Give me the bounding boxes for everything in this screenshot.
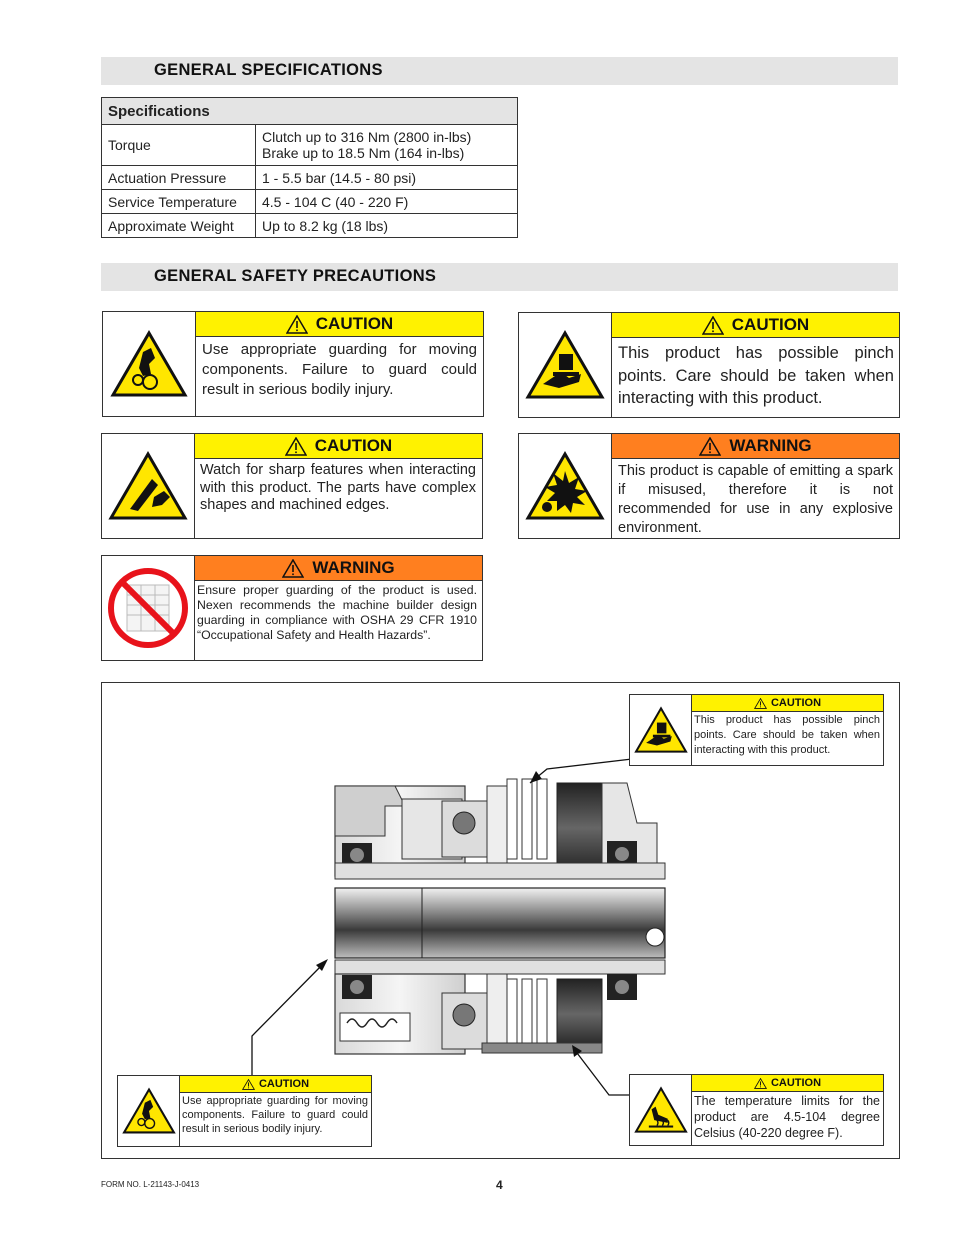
warning-triangle-icon [754,698,767,709]
table-cell-value [256,125,518,166]
warning-header [195,556,482,581]
warning-box-spark [518,433,900,539]
caution-label: CAUTION [770,697,822,709]
caution-label: CAUTION [770,1077,822,1089]
warning-text: Ensure proper guarding of the product is used. Nexen recommends the machine builder design guarding in compliance with OSHA 29 CFR 1910 “Occupational Safety and Health Hazards”. [197,583,477,642]
warning-header [612,434,899,459]
page-number: 4 [496,1178,503,1192]
caution-label: CAUTION [731,315,810,334]
caution-box-pinch-points [518,312,900,418]
callout-moving-components [117,1075,372,1147]
caution-box-sharp-features [101,433,483,539]
form-number: FORM NO. L-21143-J-0413 [101,1180,200,1189]
safety-section-banner [101,263,898,291]
caution-text: The temperature limits for the product are 4.5-104 degree Celsius (40-220 degree F). [694,1094,880,1140]
clutch-brake-diagram [101,682,900,1159]
caution-header [692,695,883,712]
explosion-icon [519,434,612,538]
callout-pinch-points [629,694,884,766]
specs-section-title: GENERAL SPECIFICATIONS [154,61,383,79]
table-cell-label: Actuation Pressure [102,166,256,190]
caution-text: This product has possible pinch points. Care should be taken when interacting with this product. [618,344,894,407]
caution-text: Use appropriate guarding for moving components. Failure to guard could result in serious bodily injury. [202,341,477,398]
table-cell-label: Torque [102,125,256,166]
warning-triangle-icon [702,316,724,335]
table-row [102,214,518,238]
warning-label: WARNING [729,436,812,455]
table-cell-value: 4.5 - 104 C (40 - 220 F) [256,190,518,214]
warning-triangle-icon [282,559,304,578]
table-row [102,166,518,190]
caution-header [196,312,483,337]
caution-label: CAUTION [314,436,393,455]
torque-clutch: Clutch up to 316 Nm (2800 in-lbs) [262,129,472,145]
table-cell-value: 1 - 5.5 bar (14.5 - 80 psi) [256,166,518,190]
warning-triangle-icon [242,1079,255,1090]
caution-box-moving-components [102,311,484,417]
caution-header [195,434,482,459]
torque-brake: Brake up to 18.5 Nm (164 in-lbs) [262,145,465,161]
table-cell-label: Service Temperature [102,190,256,214]
specifications-table [101,97,518,238]
pinch-point-icon [519,313,612,417]
sharp-edge-icon [102,434,195,538]
hot-surface-icon [630,1075,692,1145]
table-cell-value: Up to 8.2 kg (18 lbs) [256,214,518,238]
no-guard-removal-icon [102,556,195,660]
table-row [102,190,518,214]
caution-header [180,1076,371,1093]
table-row [102,125,518,166]
caution-header [692,1075,883,1092]
callout-temperature [629,1074,884,1146]
warning-triangle-icon [286,315,308,334]
caution-text: Use appropriate guarding for moving components. Failure to guard could result in serious bodily injury. [182,1095,368,1135]
safety-section-title: GENERAL SAFETY PRECAUTIONS [154,267,437,285]
specs-section-banner [101,57,898,85]
pinch-point-icon [630,695,692,765]
caution-header [612,313,899,338]
caution-label: CAUTION [258,1078,310,1090]
table-header: Specifications [102,98,518,125]
warning-label: WARNING [312,558,395,577]
caution-text: Watch for sharp features when interacting with this product. The parts have complex shapes and machined edges. [200,462,476,513]
warning-triangle-icon [699,437,721,456]
rotating-machinery-icon [103,312,196,416]
table-cell-label: Approximate Weight [102,214,256,238]
warning-triangle-icon [285,437,307,456]
warning-box-guarding [101,555,483,661]
rotating-machinery-icon [118,1076,180,1146]
warning-triangle-icon [754,1078,767,1089]
warning-text: This product is capable of emitting a spark if misused, therefore it is not recommended for use in any explosive environment. [618,463,893,536]
caution-text: This product has possible pinch points. Care should be taken when interacting with this product. [694,714,880,756]
caution-label: CAUTION [315,314,394,333]
